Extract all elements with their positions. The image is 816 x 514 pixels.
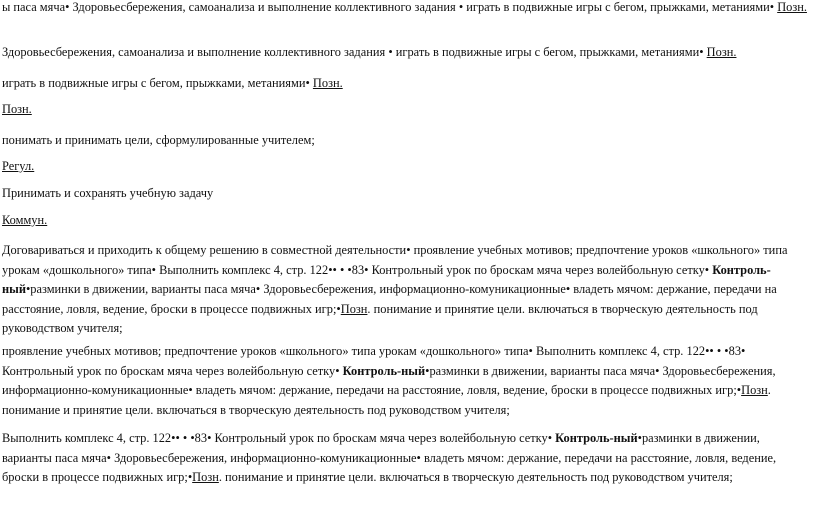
text-run: . понимание и принятие цели. включаться в творческую деятельность под руководством учителя; bbox=[2, 383, 771, 417]
section-label: Позн. bbox=[2, 102, 32, 116]
bullet-icon: • bbox=[188, 383, 193, 397]
section-label: Позн. bbox=[777, 0, 807, 14]
text-run: владеть мячом: держание, передачи на расстояние, ловля, ведение, броски в процессе подвижных игр; bbox=[192, 383, 737, 397]
text-run: Здоровьесбережения, самоанализа и выполнение коллективного задания bbox=[69, 0, 459, 14]
section-label: Коммун. bbox=[2, 213, 48, 227]
text-run: Выполнить комплекс 4, стр. 122 bbox=[2, 431, 172, 445]
bullet-icon: • bbox=[364, 262, 369, 277]
bold-term: Контроль-ный bbox=[342, 363, 426, 378]
text-run: Контрольный урок по броскам мяча через волейбольную сетку bbox=[2, 363, 336, 378]
paragraph-1 bbox=[2, 0, 810, 18]
text-run: Здоровьесбережения, информационно-комуникационные bbox=[260, 282, 566, 296]
bullet-icon: • bbox=[305, 76, 310, 90]
bullet-icon: • bbox=[151, 262, 156, 277]
section-label: Позн bbox=[741, 383, 768, 397]
bullet-icon: • bbox=[769, 0, 775, 14]
paragraph-6 bbox=[2, 157, 810, 177]
text-run: 83 bbox=[728, 344, 742, 358]
bullet-icon: • bbox=[406, 243, 411, 257]
bullet-icon: • bbox=[637, 431, 642, 445]
text-run: владеть мячом: держание, передачи на расстояние, ловля, ведение, броски в процессе подвижных игр; bbox=[2, 450, 777, 484]
paragraph-4 bbox=[2, 100, 810, 120]
text-run: понимать и принимать цели, сформулированные учителем; bbox=[2, 133, 315, 147]
paragraph-11 bbox=[2, 429, 810, 488]
section-label: Регул. bbox=[2, 159, 35, 173]
text-run: играть в подвижные игры с бегом, прыжками, метаниями bbox=[463, 0, 770, 14]
text-run: проявление учебных мотивов; предпочтение уроков «школьного» типа урокам «дошкольного» типа bbox=[2, 243, 788, 277]
bullet-icon: • bbox=[25, 282, 31, 296]
text-run: разминки в движении, варианты паса мяча bbox=[30, 282, 256, 296]
text-run: Договариваться и приходить к общему решению в совместной деятельности bbox=[2, 243, 407, 257]
text-run: ы паса мяча bbox=[2, 0, 66, 14]
bullet-icon: • bbox=[106, 450, 111, 465]
bullet-icon: • bbox=[655, 363, 660, 378]
paragraph-10 bbox=[2, 342, 810, 420]
text-run: владеть мячом: держание, передачи на расстояние, ловля, ведение, броски в процессе подвижных игр; bbox=[2, 282, 777, 316]
section-label: Позн bbox=[192, 470, 219, 484]
bullet-icon: • bbox=[741, 344, 746, 358]
text-run: разминки в движении, варианты паса мяча bbox=[2, 431, 760, 465]
paragraph-9 bbox=[2, 241, 810, 339]
bullet-icon: • bbox=[458, 0, 464, 14]
bullet-icon: • bbox=[187, 470, 193, 484]
text-run: Здоровьесбережения, информационно-комуникационные bbox=[2, 363, 776, 397]
bullet-icon: • bbox=[704, 262, 710, 277]
text-run: играть в подвижные игры с бегом, прыжками, метаниями bbox=[392, 45, 700, 59]
text-run: . понимание и принятие цели. включаться в творческую деятельность под руководством учителя; bbox=[2, 301, 758, 335]
section-label: Позн. bbox=[706, 45, 737, 59]
bullet-icon: • bbox=[736, 383, 742, 397]
paragraph-7 bbox=[2, 184, 810, 204]
paragraph-5 bbox=[2, 131, 810, 151]
bold-term: Контроль-ный bbox=[555, 431, 638, 445]
text-run: проявление учебных мотивов; предпочтение уроков «школьного» типа урокам «дошкольного» типа bbox=[2, 344, 529, 358]
text-run: Здоровьесбережения, самоанализа и выполнение коллективного задания bbox=[2, 45, 389, 59]
bullet-icon: • bbox=[416, 450, 421, 465]
bullet-icon: •• • • bbox=[328, 262, 352, 277]
bullet-icon: • bbox=[547, 431, 553, 445]
bullet-icon: • bbox=[335, 363, 340, 378]
text-run: Контрольный урок по броскам мяча через волейбольную сетку bbox=[211, 431, 548, 445]
bullet-icon: • bbox=[425, 363, 430, 378]
bullet-icon: • bbox=[565, 282, 571, 296]
text-run: Выполнить комплекс 4, стр. 122 bbox=[155, 262, 329, 277]
text-run: . понимание и принятие цели. включаться в творческую деятельность под руководством учителя; bbox=[218, 470, 733, 484]
bullet-icon: • bbox=[255, 282, 261, 296]
bold-term: Контроль-ный bbox=[2, 262, 771, 296]
bullet-icon: • bbox=[699, 45, 704, 59]
text-run: 83 bbox=[351, 262, 365, 277]
bullet-icon: • bbox=[65, 0, 70, 14]
bullet-icon: • bbox=[336, 301, 341, 316]
paragraph-2 bbox=[2, 43, 810, 63]
section-label: Позн bbox=[340, 301, 368, 316]
bullet-icon: • bbox=[207, 431, 212, 445]
bullet-icon: • bbox=[388, 45, 393, 59]
section-label: Позн. bbox=[312, 76, 343, 90]
text-run: Выполнить комплекс 4, стр. 122 bbox=[532, 344, 706, 358]
text-run: Здоровьесбережения, информационно-комуникационные bbox=[110, 450, 417, 465]
bullet-icon: •• • • bbox=[171, 431, 195, 445]
text-run: 83 bbox=[194, 431, 208, 445]
paragraph-3 bbox=[2, 74, 810, 94]
text-run: играть в подвижные игры с бегом, прыжками, метаниями bbox=[2, 76, 306, 90]
paragraph-8 bbox=[2, 211, 810, 231]
text-run: Контрольный урок по броскам мяча через волейбольную сетку bbox=[368, 262, 705, 277]
text-run: Принимать и сохранять учебную задачу bbox=[2, 186, 214, 200]
bullet-icon: • bbox=[528, 344, 533, 358]
bullet-icon: •• • • bbox=[705, 344, 729, 358]
text-run: разминки в движении, варианты паса мяча bbox=[429, 363, 656, 378]
